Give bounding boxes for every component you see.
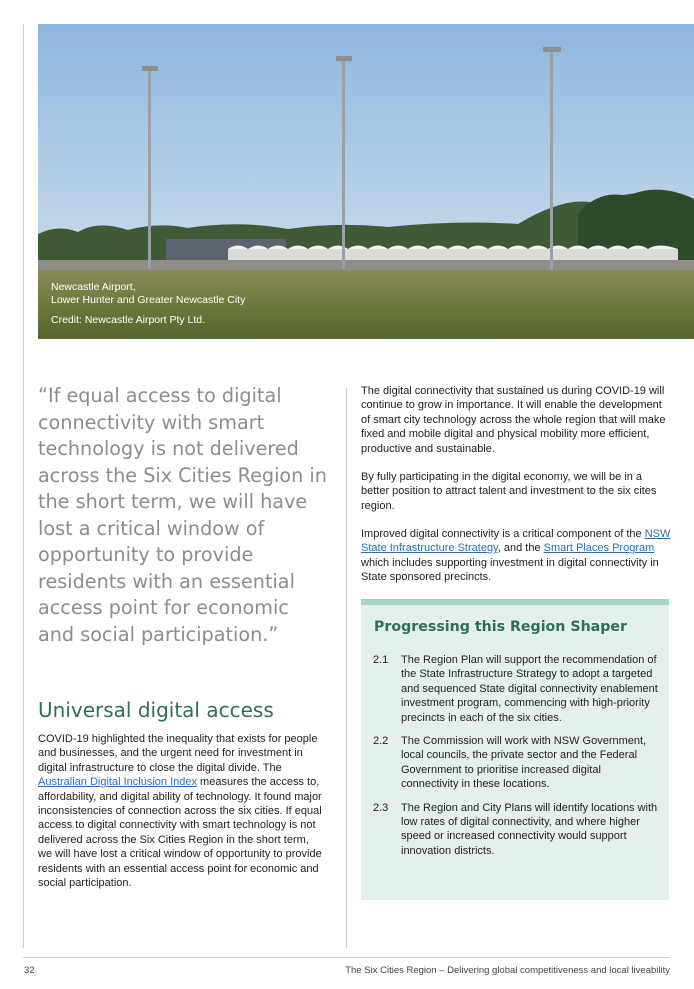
adii-link[interactable]: Australian Digital Inclusion Index [38,776,197,789]
list-item [373,653,661,725]
nsw-strategy-link[interactable]: NSW State Infrastructure Strategy [361,528,671,555]
item-text: The Region Plan will support the recommendation of the State Infrastructure Strategy to adopt a targeted and sequenced State digital connectivity enablement investment program, commencing with high-priority precincts in each of the six cities. [401,654,658,724]
caption-line-1: Newcastle Airport, [51,281,136,293]
left-margin-rule [23,24,24,948]
footer-title: The Six Cities Region – Delivering global competitiveness and local liveability [345,965,670,976]
list-item [373,734,661,792]
body-text-a: COVID-19 highlighted the inequality that exists for people and businesses, and the urgent need for investment in digital infrastructure to close the digital divide. The [38,733,318,774]
photo-credit: Credit: Newcastle Airport Pty Ltd. [51,314,206,326]
column-divider [346,388,347,948]
section-heading: Universal digital access [38,698,274,722]
page-number: 32 [24,965,35,976]
region-shaper-list [373,653,661,867]
smart-places-link[interactable]: Smart Places Program [543,542,655,555]
region-shaper-title: Progressing this Region Shaper [374,619,628,635]
region-shaper-box [361,599,669,900]
photo-caption [51,281,245,327]
right-paragraph-1: The digital connectivity that sustained us during COVID-19 will continue to grow in importance. It will enable the development of smart city technology across the whole region that will make fixed and mobile digital and physical mobility more efficient, productive and sustainable. [361,385,666,455]
item-number: 2.3 [373,801,389,814]
right-paragraph-2: By fully participating in the digital economy, we will be in a better position to attract talent and investment to the six cites region. [361,471,657,512]
p3-text-b: , and the [497,542,544,555]
item-text: The Region and City Plans will identify locations with low rates of digital connectivity, and where higher speed or increased connectivity would support innovation districts. [401,801,658,857]
item-number: 2.2 [373,735,389,748]
p3-text-c: which includes supporting investment in digital connectivity in State sponsored precincts. [361,556,659,584]
item-text: The Commission will work with NSW Government, local councils, the private sector and the Federal Government to prioritise increased digital connectivity in these locations. [401,735,647,791]
airport-photo [38,24,694,339]
item-number: 2.1 [373,654,389,666]
caption-line-2: Lower Hunter and Greater Newcastle City [51,294,246,306]
footer-rule [23,957,670,958]
p3-text-a: Improved digital connectivity is a critical component of the [361,528,645,540]
right-paragraph-3 [361,527,673,585]
body-text-b: measures the access to, affordability, and digital ability of technology. It found major inconsistencies of connection across the six cities. If equal access to digital connectivity with smart technology is not delivered across the Six Cities Region in the short term, we will have lost a critical window of opportunity to provide residents with an essential access point for economic and social participation. [38,776,322,890]
pull-quote: “If equal access to digital connectivity with smart technology is not delivered across the Six Cities Region in the short term, we will have lost a critical window of opportunity to provide residents with an essential access point for economic and social participation.” [38,384,327,646]
section-body [38,732,323,890]
list-item [373,801,661,859]
